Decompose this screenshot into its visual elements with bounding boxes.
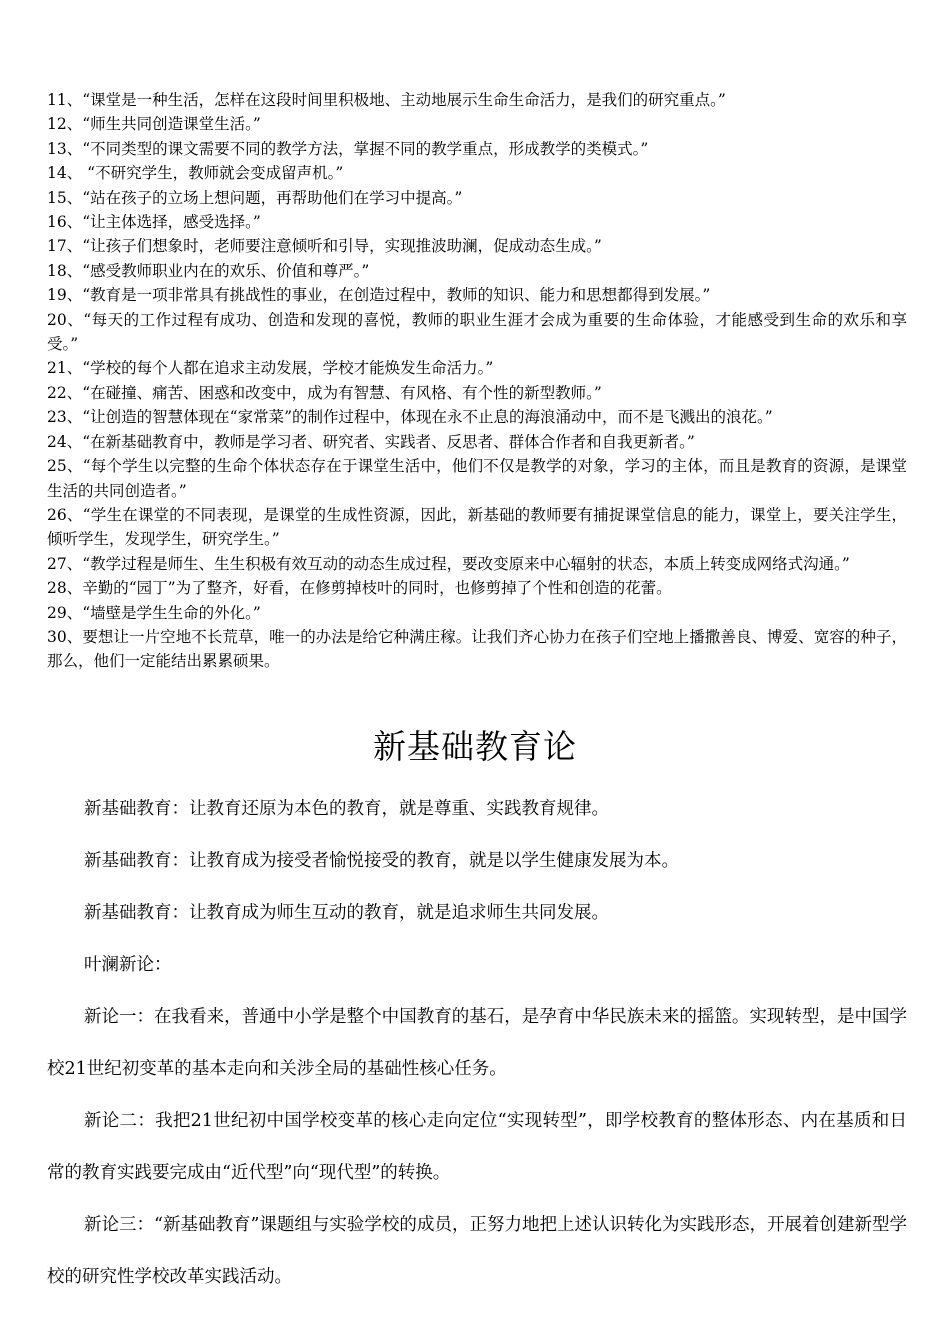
quote-item-27: 27、“教学过程是师生、生生积极有效互动的动态生成过程，要改变原来中心辐射的状态，本质上转变成网络式沟通。” bbox=[47, 554, 850, 573]
quote-item-22: 22、“在碰撞、痛苦、困惑和改变中，成为有智慧、有风格、有个性的新型教师。” bbox=[47, 383, 602, 402]
essay-body bbox=[47, 783, 907, 1303]
quote-item-11: 11、“课堂是一种生活，怎样在这段时间里积极地、主动地展示生命生命活力，是我们的研究重点。” bbox=[47, 91, 726, 109]
quote-item-21: 21、“学校的每个人都在追求主动发展，学校才能焕发生命活力。” bbox=[47, 359, 494, 378]
quote-item-14: 14、 “不研究学生，教师就会变成留声机。” bbox=[47, 164, 344, 183]
quote-item-28: 28、辛勤的“园丁”为了整齐，好看，在修剪掉枝叶的同时，也修剪掉了个性和创造的花蕾。 bbox=[47, 579, 672, 598]
quote-item-23: 23、“让创造的智慧体现在“家常菜”的制作过程中，体现在永不止息的海浪涌动中，而不是飞溅出的浪花。” bbox=[47, 408, 773, 427]
quote-item-24: 24、“在新基础教育中，教师是学习者、研究者、实践者、反思者、群体合作者和自我更新者。” bbox=[47, 432, 695, 451]
essay-paragraph-4: 叶澜新论： bbox=[84, 955, 172, 975]
quote-item-29: 29、“墙壁是学生生命的外化。” bbox=[47, 603, 261, 622]
quote-item-15: 15、“站在孩子的立场上想问题，再帮助他们在学习中提高。” bbox=[47, 188, 463, 207]
essay-paragraph-2: 新基础教育：让教育成为接受者愉悦接受的教育，就是以学生健康发展为本。 bbox=[84, 851, 679, 871]
quote-list bbox=[47, 88, 907, 674]
essay-title: 新基础教育论 bbox=[373, 727, 577, 766]
essay-paragraph-3: 新基础教育：让教育成为师生互动的教育，就是追求师生共同发展。 bbox=[84, 903, 609, 923]
essay-paragraph-6: 新论二：我把21世纪初中国学校变革的核心走向定位“实现转型”，即学校教育的整体形态、内在基质和日常的教育实践要完成由“近代型”向“现代型”的转换。 bbox=[47, 1111, 907, 1183]
essay-paragraph-7: 新论三：“新基础教育”课题组与实验学校的成员，正努力地把上述认识转化为实践形态，开展着创建新型学校的研究性学校改革实践活动。 bbox=[47, 1215, 907, 1287]
quote-item-20: 20、“每天的工作过程有成功、创造和发现的喜悦，教师的职业生涯才会成为重要的生命体验，才能感受到生命的欢乐和享受。” bbox=[47, 310, 907, 354]
quote-item-12: 12、“师生共同创造课堂生活。” bbox=[47, 115, 261, 134]
essay-paragraph-1: 新基础教育：让教育还原为本色的教育，就是尊重、实践教育规律。 bbox=[84, 799, 609, 819]
quote-item-26: 26、“学生在课堂的不同表现，是课堂的生成性资源，因此，新基础的教师要有捕捉课堂信息的能力，课堂上，要关注学生，倾听学生，发现学生，研究学生。” bbox=[47, 505, 907, 549]
quote-item-13: 13、“不同类型的课文需要不同的教学方法，掌握不同的教学重点，形成教学的类模式。” bbox=[47, 139, 649, 158]
quote-item-25: 25、“每个学生以完整的生命个体状态存在于课堂生活中，他们不仅是教学的对象，学习的主体，而且是教育的资源，是课堂生活的共同创造者。” bbox=[47, 457, 907, 500]
quote-item-18: 18、“感受教师职业内在的欢乐、价值和尊严。” bbox=[47, 261, 370, 280]
essay-paragraph-5: 新论一：在我看来，普通中小学是整个中国教育的基石，是孕育中华民族未来的摇篮。实现转型，是中国学校21世纪初变革的基本走向和关涉全局的基础性核心任务。 bbox=[47, 1007, 907, 1079]
quote-item-19: 19、“教育是一项非常具有挑战性的事业，在创造过程中，教师的知识、能力和思想都得到发展。” bbox=[47, 286, 711, 305]
quote-item-17: 17、“让孩子们想象时，老师要注意倾听和引导，实现推波助澜，促成动态生成。” bbox=[47, 237, 602, 256]
quote-item-16: 16、“让主体选择，感受选择。” bbox=[47, 213, 261, 232]
quote-item-30: 30、要想让一片空地不长荒草，唯一的办法是给它种满庄稼。让我们齐心协力在孩子们空地上播撒善良、博爱、宽容的种子，那么，他们一定能结出累累硕果。 bbox=[47, 627, 907, 671]
